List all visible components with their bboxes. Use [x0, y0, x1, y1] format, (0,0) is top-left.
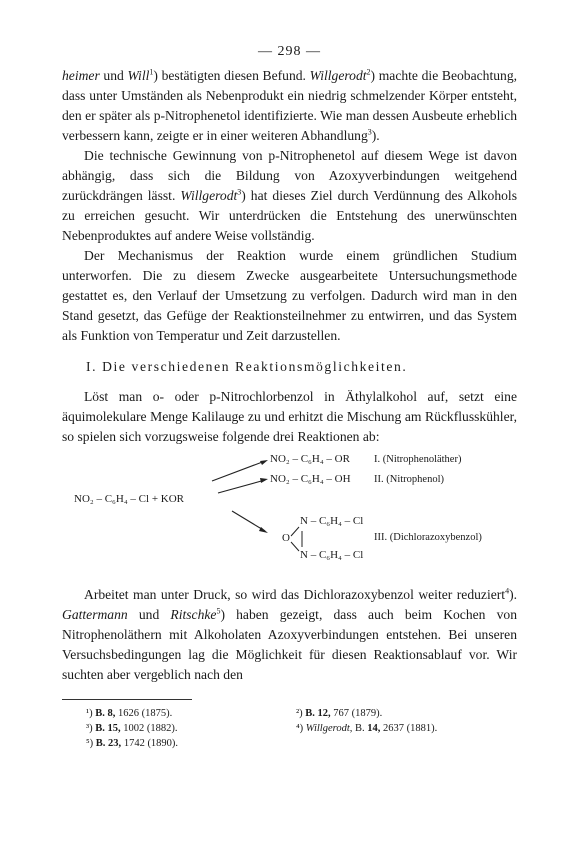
product-3-label: III. (Dichlorazoxybenzol) [374, 532, 482, 543]
footnote-divider [62, 699, 192, 700]
page-number: — 298 — [258, 44, 321, 59]
paragraph-5: Arbeitet man unter Druck, so wird das Dichlorazoxybenzol weiter reduziert$^4$). Gattermann und Ritschke$^5$) haben gezeigt, dass auch beim Kochen von Nitrophenoläthern mit Alkoholaten Azoxyverbindungen entstehen. Bei unseren Versuchsbedingungen lag die Möglichkeit für diesen Reaktionsablauf vor. Wir suchten aber vergeblich nach den [62, 586, 518, 682]
footnote-1: ¹) B. 8, 1626 (1875). [86, 708, 173, 719]
footnote-3: ³) B. 15, 1002 (1882). [86, 723, 178, 734]
product-2-formula: NO₂ – C₆H₄ – OH [270, 473, 351, 485]
reactant-formula: NO₂ – C₆H₄ – Cl + KOR [74, 493, 184, 505]
footnote-2: ²) B. 12, 767 (1879). [296, 708, 383, 719]
footnote-row [62, 721, 517, 736]
paragraph-1: heimer und Will$^1$) bestätigten diesen Befund. Willgerodt$^2$) machte die Beobachtung, dass unter Umständen als Nebenprodukt ein niedrig schmelzender Körper entsteht, den er später als p-Nitrophenetol identifizierte. Wie man dessen Ausbeute erheblich verbessern kann, zeigte er in einer weiteren Abhandlung$^3$). [62, 67, 518, 143]
reaction-scheme [62, 451, 517, 575]
paragraph-4: Löst man o- oder p-Nitrochlorbenzol in Äthylalkohol auf, setzt eine äquimolekulare Menge Kalilauge zu und erhitzt die Mischung am Rückflusskühler, so spielen sich vorzugsweise folgende drei Reaktionen ab: [62, 389, 517, 444]
product-2-label: II. (Nitrophenol) [374, 474, 444, 485]
product-3-oxygen: O [282, 532, 290, 544]
product-1-label: I. (Nitrophenoläther) [374, 454, 462, 465]
footnote-row [62, 706, 517, 721]
product-1-formula: NO₂ – C₆H₄ – OR [270, 453, 350, 465]
footnotes [62, 706, 517, 751]
footnote-4: ⁴) Willgerodt, B. 14, 2637 (1881). [296, 723, 438, 734]
paragraph-3: Der Mechanismus der Reaktion wurde einem gründlichen Studium unterworfen. Die zu diesem Zwecke ausgearbeitete Untersuchungsmethode gestattet es, den Verlauf der Umsetzung zu verfolgen. Dadurch wird man in den Stand gesetzt, das Gefüge der Reaktionsteilnehmer zu entwirren, und das System als Funktion von Temperatur und Zeit darzustellen. [62, 248, 517, 343]
page [62, 44, 517, 751]
section-heading: I. Die verschiedenen Reaktionsmöglichkeiten. [86, 359, 408, 374]
footnote-row [62, 736, 517, 751]
paragraph-2: Die technische Gewinnung von p-Nitrophenetol auf diesem Wege ist davon abhängig, dass sich die Bildung von Azoxyverbindungen weitgehend zurückdrängen lässt. Willgerodt$^3$) hat dieses Ziel durch Verdünnung des Alkohols zu erreichen gesucht. Wir unterdrücken die Entstehung des unerwünschten Nebenproduktes auf andere Weise vollständig. [62, 148, 517, 243]
footnote-5: ⁵) B. 23, 1742 (1890). [86, 738, 179, 749]
product-3-upper: N – C₆H₄ – Cl [300, 515, 364, 527]
reaction-arrows [62, 451, 517, 575]
product-3-lower: N – C₆H₄ – Cl [300, 549, 364, 561]
